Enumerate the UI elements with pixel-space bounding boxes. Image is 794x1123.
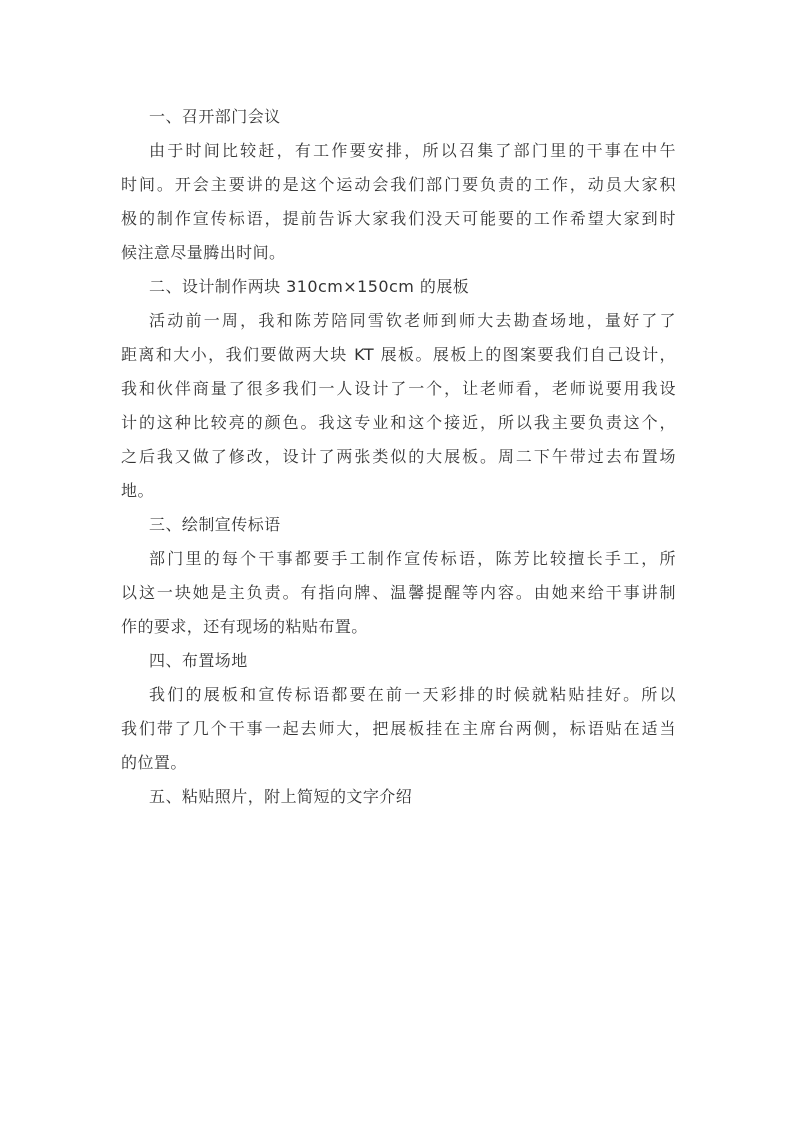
section-heading: 一、召开部门会议 xyxy=(149,107,281,126)
paragraph-line: 时间。开会主要讲的是这个运动会我们部门要负责的工作，动员大家积 xyxy=(121,175,676,194)
paragraph-line: 我们的展板和宣传标语都要在前一天彩排的时候就粘贴挂好。所以 xyxy=(149,685,676,704)
section-heading: 二、设计制作两块 310cm×150cm 的展板 xyxy=(149,277,470,296)
paragraph-line: 之后我又做了修改，设计了两张类似的大展板。周二下午带过去布置场 xyxy=(121,447,676,466)
paragraph-line: 以这一块她是主负责。有指向牌、温馨提醒等内容。由她来给干事讲制 xyxy=(121,583,676,602)
section-2 xyxy=(121,270,676,508)
paragraph-line: 我和伙伴商量了很多我们一人设计了一个，让老师看，老师说要用我设 xyxy=(121,379,676,398)
paragraph-line: 地。 xyxy=(121,481,154,500)
paragraph-line: 的位置。 xyxy=(121,753,187,772)
section-heading: 四、布置场地 xyxy=(149,651,248,670)
paragraph-line: 候注意尽量腾出时间。 xyxy=(121,243,286,262)
paragraph-line: 作的要求，还有现场的粘贴布置。 xyxy=(121,617,368,636)
paragraph-line: 部门里的每个干事都要手工制作宣传标语，陈芳比较擅长手工，所 xyxy=(149,549,676,568)
paragraph-line: 极的制作宣传标语，提前告诉大家我们没天可能要的工作希望大家到时 xyxy=(121,209,676,228)
paragraph-line: 计的这种比较亮的颜色。我这专业和这个接近，所以我主要负责这个， xyxy=(121,413,676,432)
section-4 xyxy=(121,644,676,780)
paragraph-line: 由于时间比较赶，有工作要安排，所以召集了部门里的干事在中午 xyxy=(149,141,676,160)
section-3 xyxy=(121,508,676,644)
paragraph-line: 我们带了几个干事一起去师大，把展板挂在主席台两侧，标语贴在适当 xyxy=(121,719,676,738)
section-1 xyxy=(121,100,676,270)
paragraph-line: 距离和大小，我们要做两大块 KT 展板。展板上的图案要我们自己设计， xyxy=(121,345,676,364)
section-5 xyxy=(121,780,676,814)
paragraph-line: 活动前一周，我和陈芳陪同雪钦老师到师大去勘查场地，量好了了 xyxy=(149,311,676,330)
section-heading: 三、绘制宣传标语 xyxy=(149,515,281,534)
document-page xyxy=(121,100,676,814)
section-heading: 五、粘贴照片，附上简短的文字介绍 xyxy=(149,787,413,806)
